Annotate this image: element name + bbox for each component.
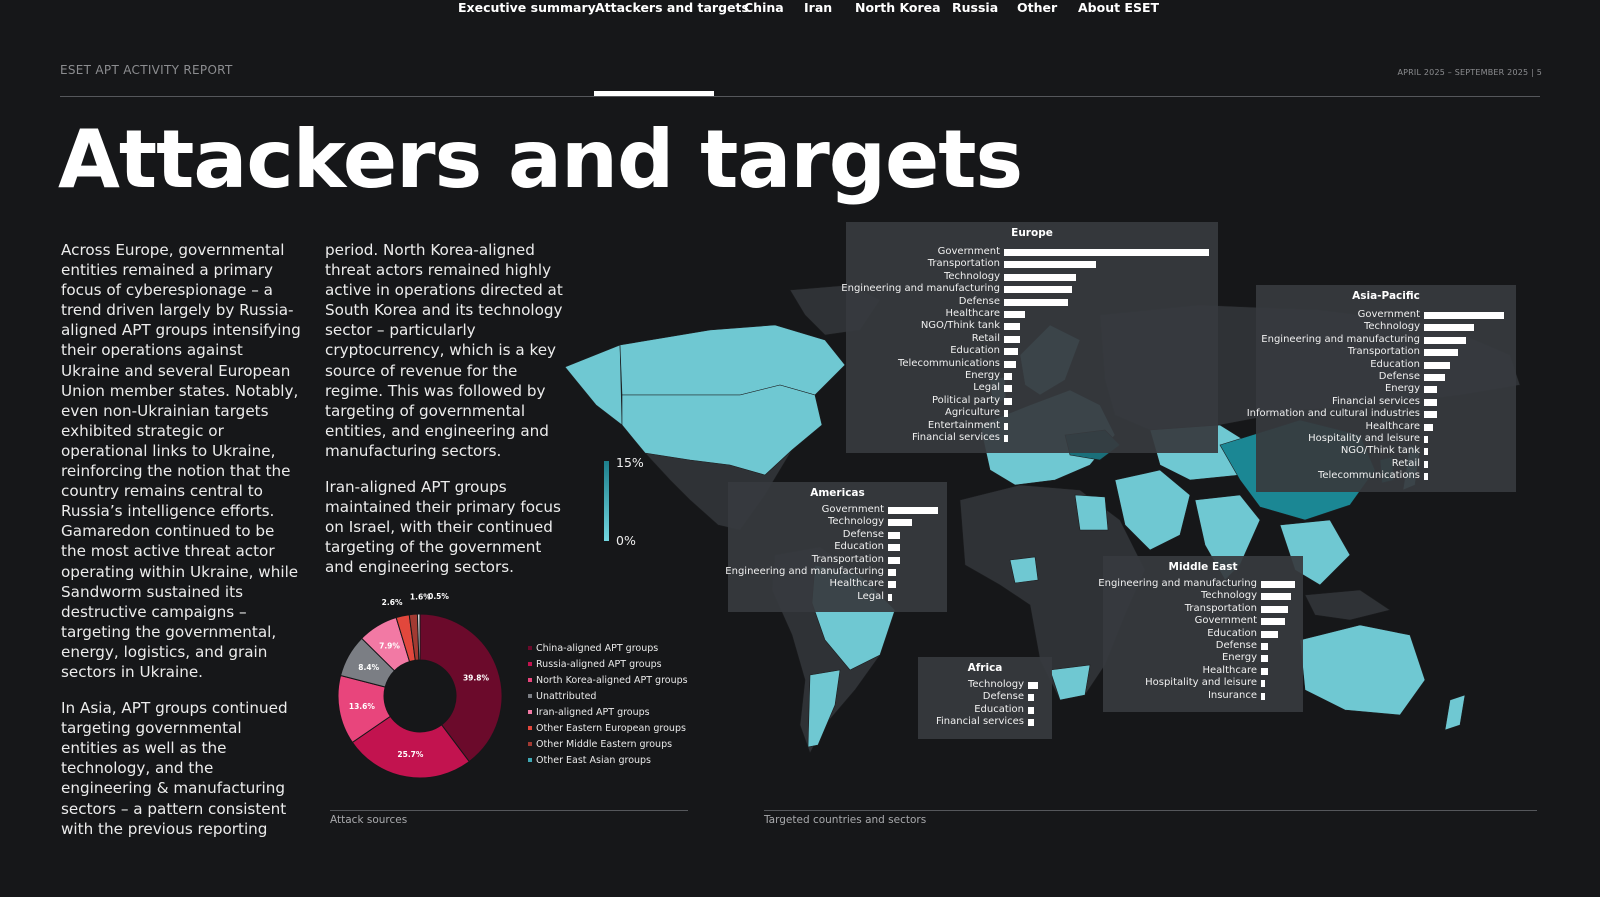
sector-bar bbox=[1004, 348, 1018, 355]
sector-bar bbox=[1424, 473, 1428, 480]
sector-bar bbox=[1004, 299, 1068, 306]
nav-russia[interactable]: Russia bbox=[952, 0, 999, 15]
sector-bar bbox=[1424, 461, 1428, 468]
sector-label: Technology bbox=[943, 270, 1000, 282]
sector-label: Engineering and manufacturing bbox=[725, 566, 884, 577]
panel-africa bbox=[918, 657, 1052, 739]
sector-label: Government bbox=[1357, 309, 1420, 320]
region-usa bbox=[622, 385, 822, 475]
sector-bar bbox=[1004, 286, 1072, 293]
body-paragraph: period. North Korea-aligned threat actors remained highly active in operations directed at South Korea and its technology sector – particularly cryptocurrency, which is a key source of revenue for the regime. This was followed by targeting of governmental entities, and engineering and manufacturing sectors. bbox=[325, 241, 563, 460]
sector-bar bbox=[1261, 593, 1291, 600]
legend-label: Unattributed bbox=[536, 690, 597, 702]
legend-swatch bbox=[528, 678, 532, 682]
sector-bar bbox=[1261, 581, 1295, 588]
sector-label: Financial services bbox=[1332, 395, 1420, 407]
sector-label: Telecommunications bbox=[1317, 470, 1420, 482]
sector-bar bbox=[1004, 261, 1096, 268]
sector-label: Hospitality and leisure bbox=[1145, 677, 1257, 689]
sector-label: Insurance bbox=[1207, 689, 1257, 701]
sector-bar bbox=[1424, 411, 1437, 418]
legend-label: Other Middle Eastern groups bbox=[536, 738, 673, 750]
sector-bar bbox=[1261, 618, 1285, 625]
scale-gradient bbox=[604, 461, 609, 541]
sector-label: Legal bbox=[973, 382, 1000, 394]
sector-bar bbox=[1424, 399, 1437, 406]
sector-label: Hospitality and leisure bbox=[1308, 433, 1420, 444]
sector-label: Financial services bbox=[912, 432, 1000, 443]
body-paragraph: Across Europe, governmental entities remained a primary focus of cyberespionage – a trend driven largely by Russia-aligned APT groups intensifying their operations against Ukraine and several European Union member states. Notably, even non-Ukrainian targets exhibited strategic or operational links to Ukraine, reinforcing the notion that the country remains central to Russia’s intelligence efforts. Gamaredon continued to be the most active threat actor operating within Ukraine, while Sandworm sustained its destructive campaigns – targeting the governmental, energy, logistics, and grain sectors in Ukraine. bbox=[61, 241, 301, 681]
sector-bar bbox=[1004, 249, 1209, 256]
panel-americas bbox=[725, 482, 947, 612]
panel-title: Americas bbox=[810, 487, 865, 499]
panel-asia-pacific bbox=[1246, 285, 1516, 492]
nav-north-korea[interactable]: North Korea bbox=[855, 0, 941, 15]
sector-bar bbox=[1028, 707, 1034, 714]
page-meta: APRIL 2025 – SEPTEMBER 2025 | 5 bbox=[1397, 68, 1542, 77]
sector-bar bbox=[1261, 668, 1268, 675]
sector-label: Education bbox=[1370, 358, 1420, 370]
sector-bar bbox=[1261, 655, 1268, 662]
sector-label: Transportation bbox=[811, 553, 884, 565]
region-new-zealand bbox=[1445, 695, 1465, 730]
sector-bar bbox=[1004, 373, 1012, 380]
scale-max-label: 15% bbox=[616, 455, 644, 470]
panel-europe bbox=[841, 222, 1218, 453]
sector-label: Technology bbox=[967, 679, 1024, 690]
sector-bar bbox=[1261, 680, 1265, 687]
donut-slice-label: 7.9% bbox=[379, 641, 400, 651]
scale-min-label: 0% bbox=[616, 533, 636, 548]
nav-attackers-and-targets[interactable]: Attackers and targets bbox=[595, 0, 749, 15]
region-canada bbox=[620, 325, 845, 395]
sector-bar bbox=[888, 569, 896, 576]
sector-bar bbox=[1028, 694, 1034, 701]
attack-sources-donut-chart bbox=[320, 592, 520, 796]
sector-label: Defense bbox=[958, 295, 1000, 307]
region-alaska bbox=[565, 345, 622, 425]
legend-label: Iran-aligned APT groups bbox=[536, 706, 650, 718]
sector-label: Healthcare bbox=[829, 578, 884, 590]
sector-label: Defense bbox=[1378, 371, 1420, 382]
panel-title: Middle East bbox=[1168, 561, 1238, 573]
sector-label: NGO/Think tank bbox=[920, 320, 1000, 332]
sector-bar bbox=[1424, 362, 1450, 369]
sector-label: Transportation bbox=[1347, 346, 1420, 358]
sector-label: Engineering and manufacturing bbox=[1098, 578, 1257, 589]
donut-slice-label: 39.8% bbox=[462, 673, 489, 683]
caption-divider bbox=[764, 810, 1537, 811]
sector-label: Agriculture bbox=[945, 407, 1000, 419]
body-paragraph: Iran-aligned APT groups maintained their primary focus on Israel, with their continued targeting of the government and engineering sectors. bbox=[325, 478, 561, 577]
sector-bar bbox=[888, 594, 892, 601]
sector-bar bbox=[1004, 361, 1016, 368]
sector-bar bbox=[1004, 336, 1020, 343]
sector-label: Political party bbox=[931, 394, 1000, 406]
legend-label: Russia-aligned APT groups bbox=[536, 658, 662, 670]
region-nigeria bbox=[1010, 557, 1038, 583]
sector-label: Defense bbox=[982, 691, 1024, 703]
caption-divider bbox=[330, 810, 688, 811]
sector-label: Government bbox=[1194, 615, 1257, 627]
nav-china[interactable]: China bbox=[744, 0, 784, 15]
donut-slice-label: 25.7% bbox=[397, 750, 424, 760]
legend-swatch bbox=[528, 710, 532, 714]
legend-swatch bbox=[528, 742, 532, 746]
sector-bar bbox=[1261, 643, 1268, 650]
sector-label: Government bbox=[937, 246, 1000, 257]
nav-about-eset[interactable]: About ESET bbox=[1078, 0, 1160, 15]
sector-label: Engineering and manufacturing bbox=[841, 283, 1000, 295]
sector-label: Technology bbox=[827, 516, 884, 528]
sector-bar bbox=[888, 519, 912, 526]
donut-slice-label: 13.6% bbox=[348, 702, 375, 712]
sector-label: Defense bbox=[1215, 640, 1257, 651]
sector-label: Education bbox=[974, 703, 1024, 715]
sector-bar bbox=[1004, 398, 1012, 405]
legend-label: China-aligned APT groups bbox=[536, 642, 659, 654]
sector-label: Entertainment bbox=[927, 419, 1000, 431]
legend-label: Other Eastern European groups bbox=[536, 722, 686, 734]
region-south-africa bbox=[1050, 665, 1090, 700]
nav-iran[interactable]: Iran bbox=[804, 0, 833, 15]
sector-bar bbox=[888, 507, 938, 514]
legend-swatch bbox=[528, 694, 532, 698]
sector-label: Defense bbox=[842, 528, 884, 540]
body-paragraph: In Asia, APT groups continued targeting governmental entities as well as the technology, and the engineering & manufacturing sectors – a pattern consistent with the previous reporting bbox=[61, 699, 288, 838]
panel-title: Asia-Pacific bbox=[1352, 290, 1420, 302]
sector-bar bbox=[1261, 606, 1288, 613]
sector-bar bbox=[1424, 424, 1433, 431]
donut-slice-label: 8.4% bbox=[358, 662, 380, 672]
page-title: Attackers and targets bbox=[58, 113, 1023, 206]
nav-executive-summary[interactable]: Executive summary bbox=[458, 0, 596, 15]
report-label: ESET APT ACTIVITY REPORT bbox=[60, 63, 233, 77]
sector-label: Financial services bbox=[936, 716, 1024, 728]
sector-label: Education bbox=[1207, 627, 1257, 639]
sector-bar bbox=[1028, 682, 1038, 689]
sector-bar bbox=[1424, 337, 1466, 344]
sector-label: Energy bbox=[964, 370, 1000, 381]
legend-swatch bbox=[528, 758, 532, 762]
sector-bar bbox=[1424, 349, 1458, 356]
sector-label: Engineering and manufacturing bbox=[1261, 333, 1420, 345]
sector-label: Energy bbox=[1221, 652, 1257, 664]
legend-label: North Korea-aligned APT groups bbox=[536, 674, 688, 686]
legend-label: Other East Asian groups bbox=[536, 754, 652, 766]
sector-label: Transportation bbox=[927, 258, 1000, 270]
sector-label: Government bbox=[821, 504, 884, 515]
legend-swatch bbox=[528, 662, 532, 666]
sector-bar bbox=[1004, 385, 1012, 392]
sector-bar bbox=[1424, 374, 1445, 381]
sector-bar bbox=[1028, 719, 1034, 726]
donut-slice-label: 1.6% bbox=[409, 592, 431, 602]
sector-label: Education bbox=[950, 345, 1000, 357]
sector-bar bbox=[1424, 436, 1428, 443]
legend-swatch bbox=[528, 726, 532, 730]
sector-label: Education bbox=[834, 541, 884, 553]
panel-title: Europe bbox=[1011, 227, 1053, 239]
legend-swatch bbox=[528, 646, 532, 650]
sector-bar bbox=[888, 557, 900, 564]
region-australia bbox=[1300, 625, 1425, 715]
body-column-left bbox=[61, 240, 301, 855]
targets-caption: Targeted countries and sectors bbox=[764, 814, 927, 826]
sector-bar bbox=[1424, 448, 1428, 455]
sector-bar bbox=[1004, 435, 1008, 442]
sector-bar bbox=[888, 532, 900, 539]
sector-label: Healthcare bbox=[1365, 420, 1420, 432]
donut-slice-label: 0.5% bbox=[428, 592, 449, 602]
region-indonesia bbox=[1305, 590, 1390, 620]
sector-label: Energy bbox=[1384, 383, 1420, 395]
sector-label: Transportation bbox=[1184, 602, 1257, 614]
sector-bar bbox=[888, 581, 896, 588]
sector-label: Telecommunications bbox=[897, 357, 1000, 369]
sector-label: Healthcare bbox=[945, 308, 1000, 319]
sector-label: Healthcare bbox=[1202, 664, 1257, 676]
sector-bar bbox=[1261, 693, 1265, 700]
sector-bar bbox=[1004, 274, 1076, 281]
sector-bar bbox=[1424, 312, 1504, 319]
sector-label: Retail bbox=[1391, 457, 1420, 469]
sector-label: NGO/Think tank bbox=[1340, 445, 1420, 457]
donut-slice-label: 2.6% bbox=[381, 598, 403, 608]
sector-label: Technology bbox=[1363, 321, 1420, 333]
sector-bar bbox=[1261, 631, 1278, 638]
sector-label: Information and cultural industries bbox=[1246, 408, 1420, 420]
sector-bar bbox=[1004, 323, 1020, 330]
sector-bar bbox=[1004, 423, 1008, 430]
attack-sources-caption: Attack sources bbox=[330, 814, 408, 826]
nav-other[interactable]: Other bbox=[1017, 0, 1058, 15]
sector-bar bbox=[1424, 324, 1474, 331]
region-egypt bbox=[1075, 495, 1108, 530]
panel-title: Africa bbox=[967, 662, 1003, 674]
sector-bar bbox=[1004, 410, 1008, 417]
sector-bar bbox=[888, 544, 900, 551]
body-column-right bbox=[325, 240, 570, 594]
sector-bar bbox=[1004, 311, 1025, 318]
sector-bar bbox=[1424, 386, 1437, 393]
header-divider bbox=[60, 96, 1540, 97]
sector-label: Technology bbox=[1200, 590, 1257, 602]
sector-label: Legal bbox=[857, 590, 884, 602]
sector-label: Retail bbox=[971, 332, 1000, 344]
panel-middle-east bbox=[1098, 556, 1303, 712]
